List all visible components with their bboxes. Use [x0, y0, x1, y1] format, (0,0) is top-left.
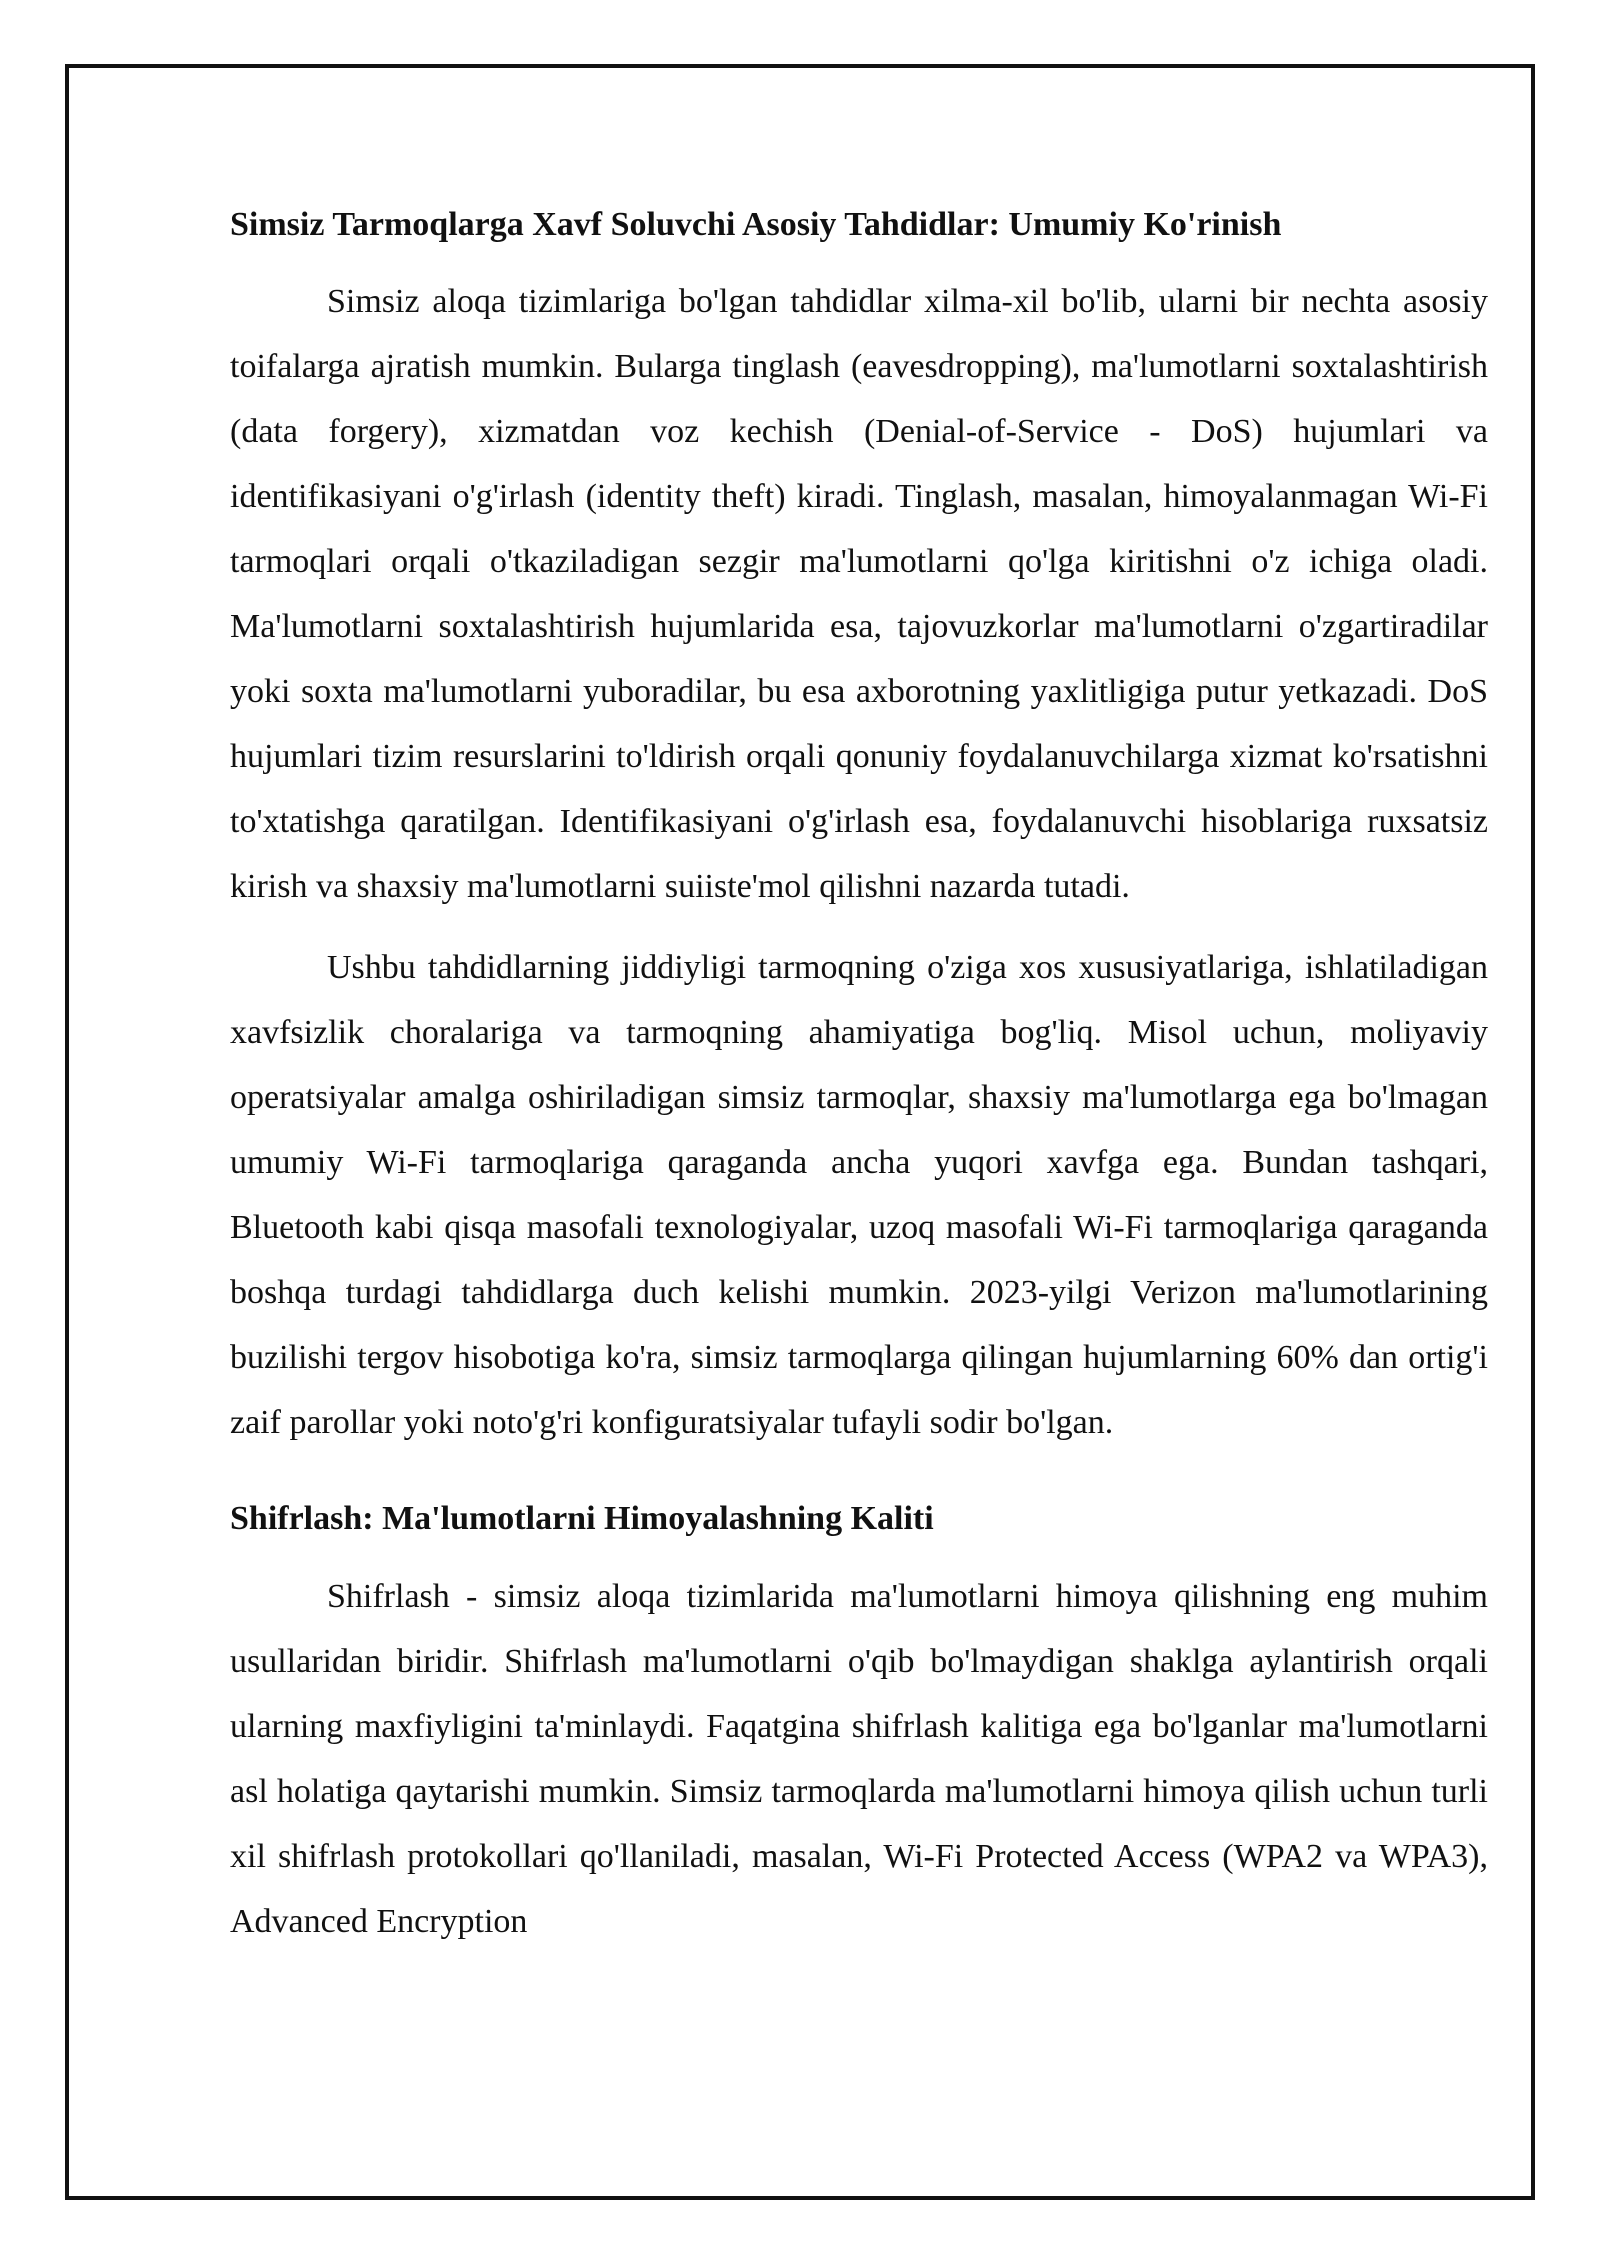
paragraph-encryption: Shifrlash - simsiz aloqa tizimlarida ma'lumotlarni himoya qilishning eng muhim usullaridan biridir. Shifrlash ma'lumotlarni o'qib bo'lmaydigan shaklga aylantirish orqali ularning maxfiyligini ta'minlaydi. Faqatgina shifrlash kalitiga ega bo'lganlar ma'lumotlarni asl holatiga qaytarishi mumkin. Simsiz tarmoqlarda ma'lumotlarni himoya qilish uchun turli xil shifrlash protokollari qo'llaniladi, masalan, Wi-Fi Protected Access (WPA2 va WPA3), Advanced Encryption — [230, 1578, 1488, 1940]
paragraph-threat-types: Simsiz aloqa tizimlariga bo'lgan tahdidlar xilma-xil bo'lib, ularni bir nechta asosiy toifalarga ajratish mumkin. Bularga tinglash (eavesdropping), ma'lumotlarni soxtalashtirish (data forgery), xizmatdan voz kechish (Denial-of-Service - DoS) hujumlari va identifikasiyani o'g'irlash (identity theft) kiradi. Tinglash, masalan, himoyalanmagan Wi-Fi tarmoqlari orqali o'tkaziladigan sezgir ma'lumotlarni qo'lga kiritishni o'z ichiga oladi. Ma'lumotlarni soxtalashtirish hujumlarida esa, tajovuzkorlar ma'lumotlarni o'zgartiradilar yoki soxta ma'lumotlarni yuboradilar, bu esa axborotning yaxlitligiga putur yetkazadi. DoS hujumlari tizim resurslarini to'ldirish orqali qonuniy foydalanuvchilarga xizmat ko'rsatishni to'xtatishga qaratilgan. Identifikasiyani o'g'irlash esa, foydalanuvchi hisoblariga ruxsatsiz kirish va shaxsiy ma'lumotlarni suiiste'mol qilishni nazarda tutadi. — [230, 283, 1488, 905]
document-body — [230, 195, 1488, 1954]
section-heading-encryption: Shifrlash: Ma'lumotlarni Himoyalashning Kaliti — [230, 1500, 934, 1537]
section-heading-threats: Simsiz Tarmoqlarga Xavf Soluvchi Asosiy Tahdidlar: Umumiy Ko'rinish — [230, 206, 1282, 243]
paragraph-threat-severity: Ushbu tahdidlarning jiddiyligi tarmoqning o'ziga xos xususiyatlariga, ishlatiladigan xavfsizlik choralariga va tarmoqning ahamiyatiga bog'liq. Misol uchun, moliyaviy operatsiyalar amalga oshiriladigan simsiz tarmoqlar, shaxsiy ma'lumotlarga ega bo'lmagan umumiy Wi-Fi tarmoqlariga qaraganda ancha yuqori xavfga ega. Bundan tashqari, Bluetooth kabi qisqa masofali texnologiyalar, uzoq masofali Wi-Fi tarmoqlariga qaraganda boshqa turdagi tahdidlarga duch kelishi mumkin. 2023-yilgi Verizon ma'lumotlarining buzilishi tergov hisobotiga ko'ra, simsiz tarmoqlarga qilingan hujumlarning 60% dan ortig'i zaif parollar yoki noto'g'ri konfiguratsiyalar tufayli sodir bo'lgan. — [230, 949, 1488, 1441]
